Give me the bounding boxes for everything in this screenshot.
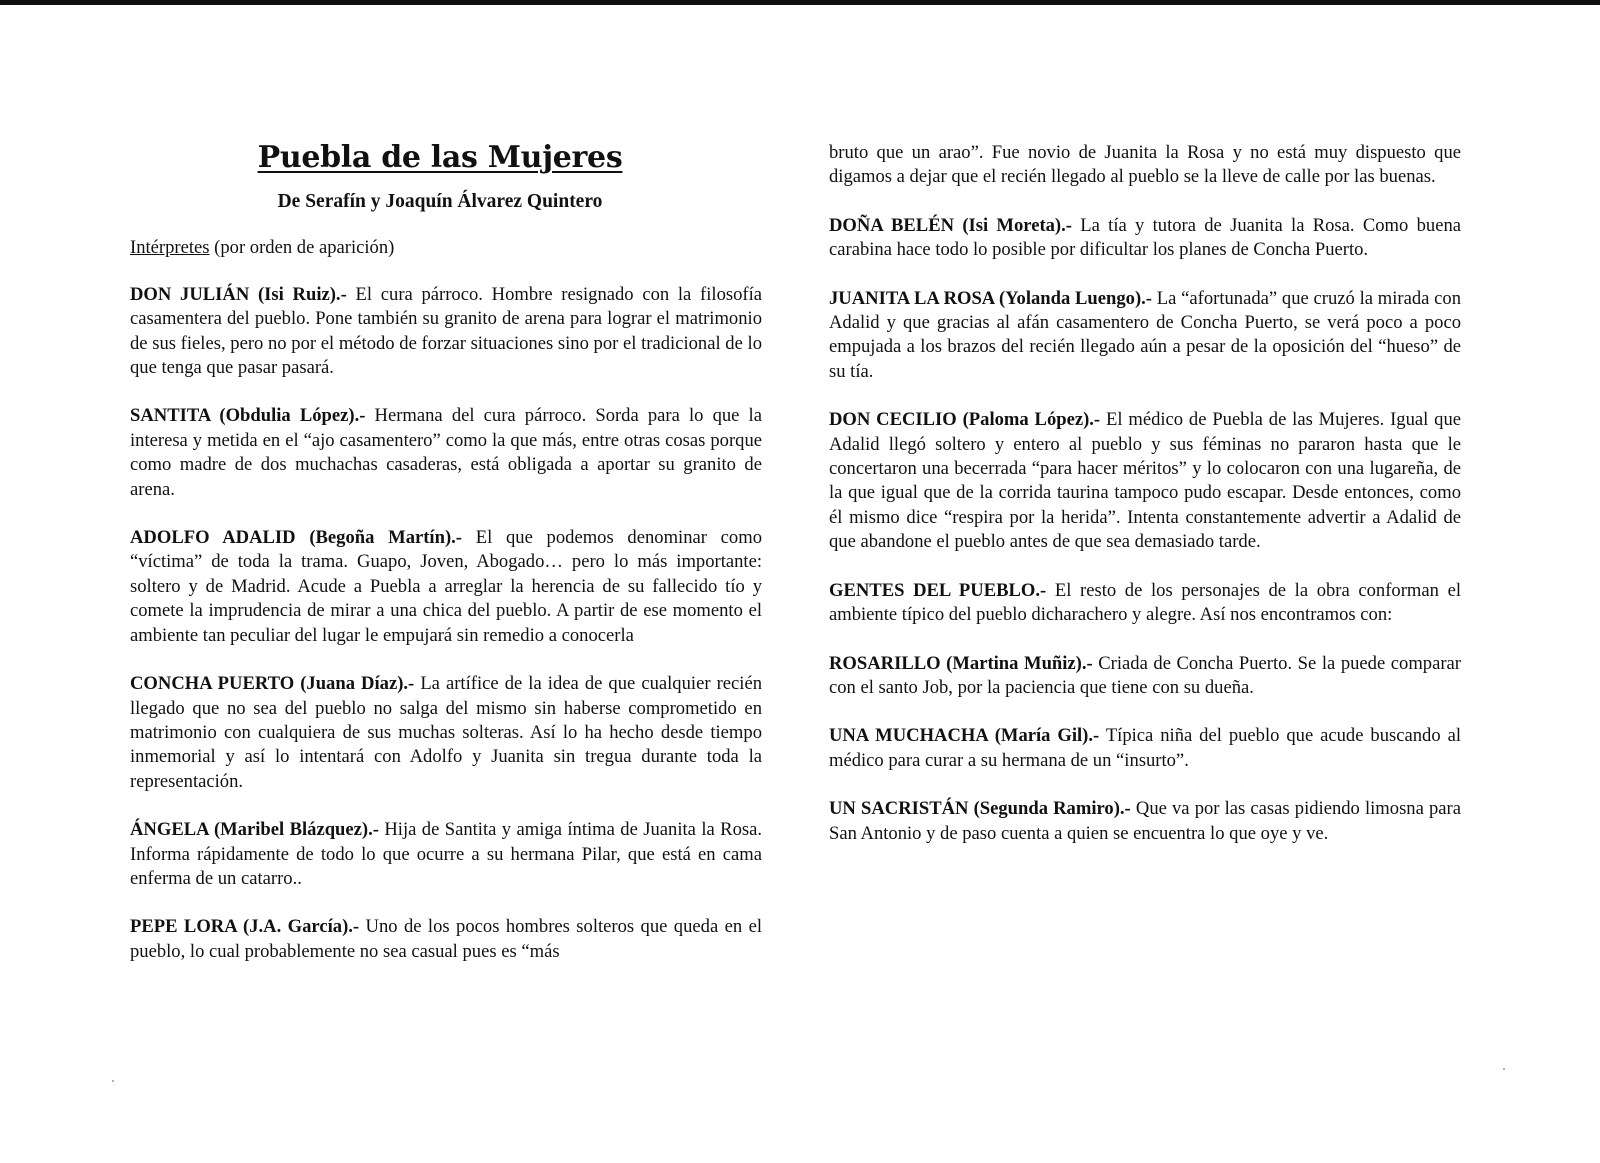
character-name: ÁNGELA (Maribel Blázquez).-	[130, 819, 379, 841]
left-column	[130, 140, 762, 988]
character-entry	[130, 526, 762, 648]
character-name: CONCHA PUERTO (Juana Díaz).-	[130, 673, 415, 695]
character-name: ROSARILLO (Martina Muñiz).-	[829, 652, 1093, 674]
character-description: Criada de Concha Puerto. Se la puede comparar con el santo Job, por la paciencia que tiene con su dueña.	[829, 652, 1461, 698]
character-entry	[829, 652, 1461, 701]
character-description: Uno de los pocos hombres solteros que queda en el pueblo, lo cual probablemente no sea casual pues es “más	[130, 916, 763, 962]
character-description: Hermana del cura párroco. Sorda para lo que la interesa y metida en el “ajo casamentero” como la que más, entre otras cosas porque como madre de dos muchachas casaderas, está obligada a aportar su granito de arena.	[130, 405, 762, 500]
character-description: El cura párroco. Hombre resignado con la filosofía casamentera del pueblo. Pone también su granito de arena para lograr el matrimonio de sus fieles, pero no por el método de forzar situaciones sino por el tradicional de lo que tenga que pasar pasará.	[130, 283, 763, 379]
character-entry	[829, 724, 1461, 773]
character-name: ADOLFO ADALID (Begoña Martín).-	[130, 527, 462, 549]
character-name: DOÑA BELÉN (Isi Moreta).-	[829, 214, 1072, 236]
character-entry	[829, 408, 1461, 554]
character-description-continued: bruto que un arao”. Fue novio de Juanita la Rosa y no está muy dispuesto que digamos a dejar que el recién llegado al pueblo se la lleve de calle por las buenas.	[829, 142, 1461, 188]
character-entry	[829, 579, 1461, 628]
character-description: El resto de los personajes de la obra conforman el ambiente típico del pueblo dicharachero y alegre. Así nos encontramos con:	[829, 579, 1461, 626]
character-entry	[829, 287, 1461, 385]
cast-note: (por orden de aparición)	[214, 237, 395, 259]
character-description: Hija de Santita y amiga íntima de Juanita la Rosa. Informa rápidamente de todo lo que ocurre a su hermana Pilar, que está en cama enferma de un catarro..	[130, 819, 763, 889]
character-entry	[130, 915, 762, 964]
document-title: Puebla de las Mujeres	[257, 140, 623, 175]
character-name: UN SACRISTÁN (Segunda Ramiro).-	[829, 798, 1131, 820]
character-name: UNA MUCHACHA (María Gil).-	[829, 725, 1100, 747]
right-column	[829, 141, 1461, 870]
character-entry	[130, 672, 762, 794]
character-description: El que podemos denominar como “víctima” de toda la trama. Guapo, Joven, Abogado… pero lo más importante: soltero y de Madrid. Acude a Puebla a arreglar la herencia de su fallecido tío y comete la imprudencia de mirar a una chica del pueblo. A partir de ese momento el ambiente tan peculiar del lugar le empujará sin remedio a conocerla	[130, 527, 762, 646]
character-name: DON CECILIO (Paloma López).-	[829, 409, 1101, 431]
character-name: SANTITA (Obdulia López).-	[130, 405, 366, 427]
cast-label: Intérpretes	[130, 237, 210, 259]
character-name: PEPE LORA (J.A. García).-	[130, 916, 360, 938]
character-entry	[829, 797, 1461, 846]
character-description: La “afortunada” que cruzó la mirada con Adalid y que gracias al afán casamentero de Concha Puerto, se verá poco a poco empujada a los brazos del recién llegado aún a pesar de la oposición del “hueso” de su tía.	[829, 287, 1461, 382]
cast-heading	[130, 236, 762, 260]
character-entry	[130, 283, 762, 381]
scan-top-border	[0, 0, 1600, 5]
character-description: El médico de Puebla de las Mujeres. Igual que Adalid llegó soltero y entero al pueblo y sus féminas no pararon hasta que le concertaron una becerrada “para hacer méritos” y lo colocaron con una lugareña, de la que igual que de la corrida taurina tampoco pudo escapar. Desde entonces, como él mismo dice “respira por la herida”. Intenta constantemente advertir a Adalid de que abandone el pueblo antes de que sea demasiado tarde.	[829, 409, 1461, 553]
character-description: La artífice de la idea de que cualquier recién llegado que no sea del pueblo no salga del mismo sin haberse comprometido en matrimonio con cualquiera de sus muchas solteras. Así lo ha hecho desde tiempo inmemorial y así lo intentará con Adolfo y Juanita sin tregua durante toda la representación.	[130, 673, 762, 792]
document-subtitle: De Serafín y Joaquín Álvarez Quintero	[277, 191, 603, 212]
scan-speck	[112, 1080, 114, 1082]
character-name: GENTES DEL PUEBLO.-	[829, 579, 1047, 601]
character-name: JUANITA LA ROSA (Yolanda Luengo).-	[829, 287, 1152, 309]
scan-speck	[1503, 1068, 1505, 1070]
character-entry	[130, 818, 762, 891]
character-entry	[130, 404, 762, 502]
character-name: DON JULIÁN (Isi Ruiz).-	[130, 283, 347, 305]
character-entry	[829, 214, 1461, 263]
character-description: Que va por las casas pidiendo limosna para San Antonio y de paso cuenta a quien se encuentra lo que oye y ve.	[829, 798, 1461, 844]
character-description: La tía y tutora de Juanita la Rosa. Como buena carabina hace todo lo posible por dificultar los planes de Concha Puerto.	[829, 214, 1461, 261]
character-description: Típica niña del pueblo que acude buscando al médico para curar a su hermana de un “insurto”.	[829, 725, 1461, 771]
